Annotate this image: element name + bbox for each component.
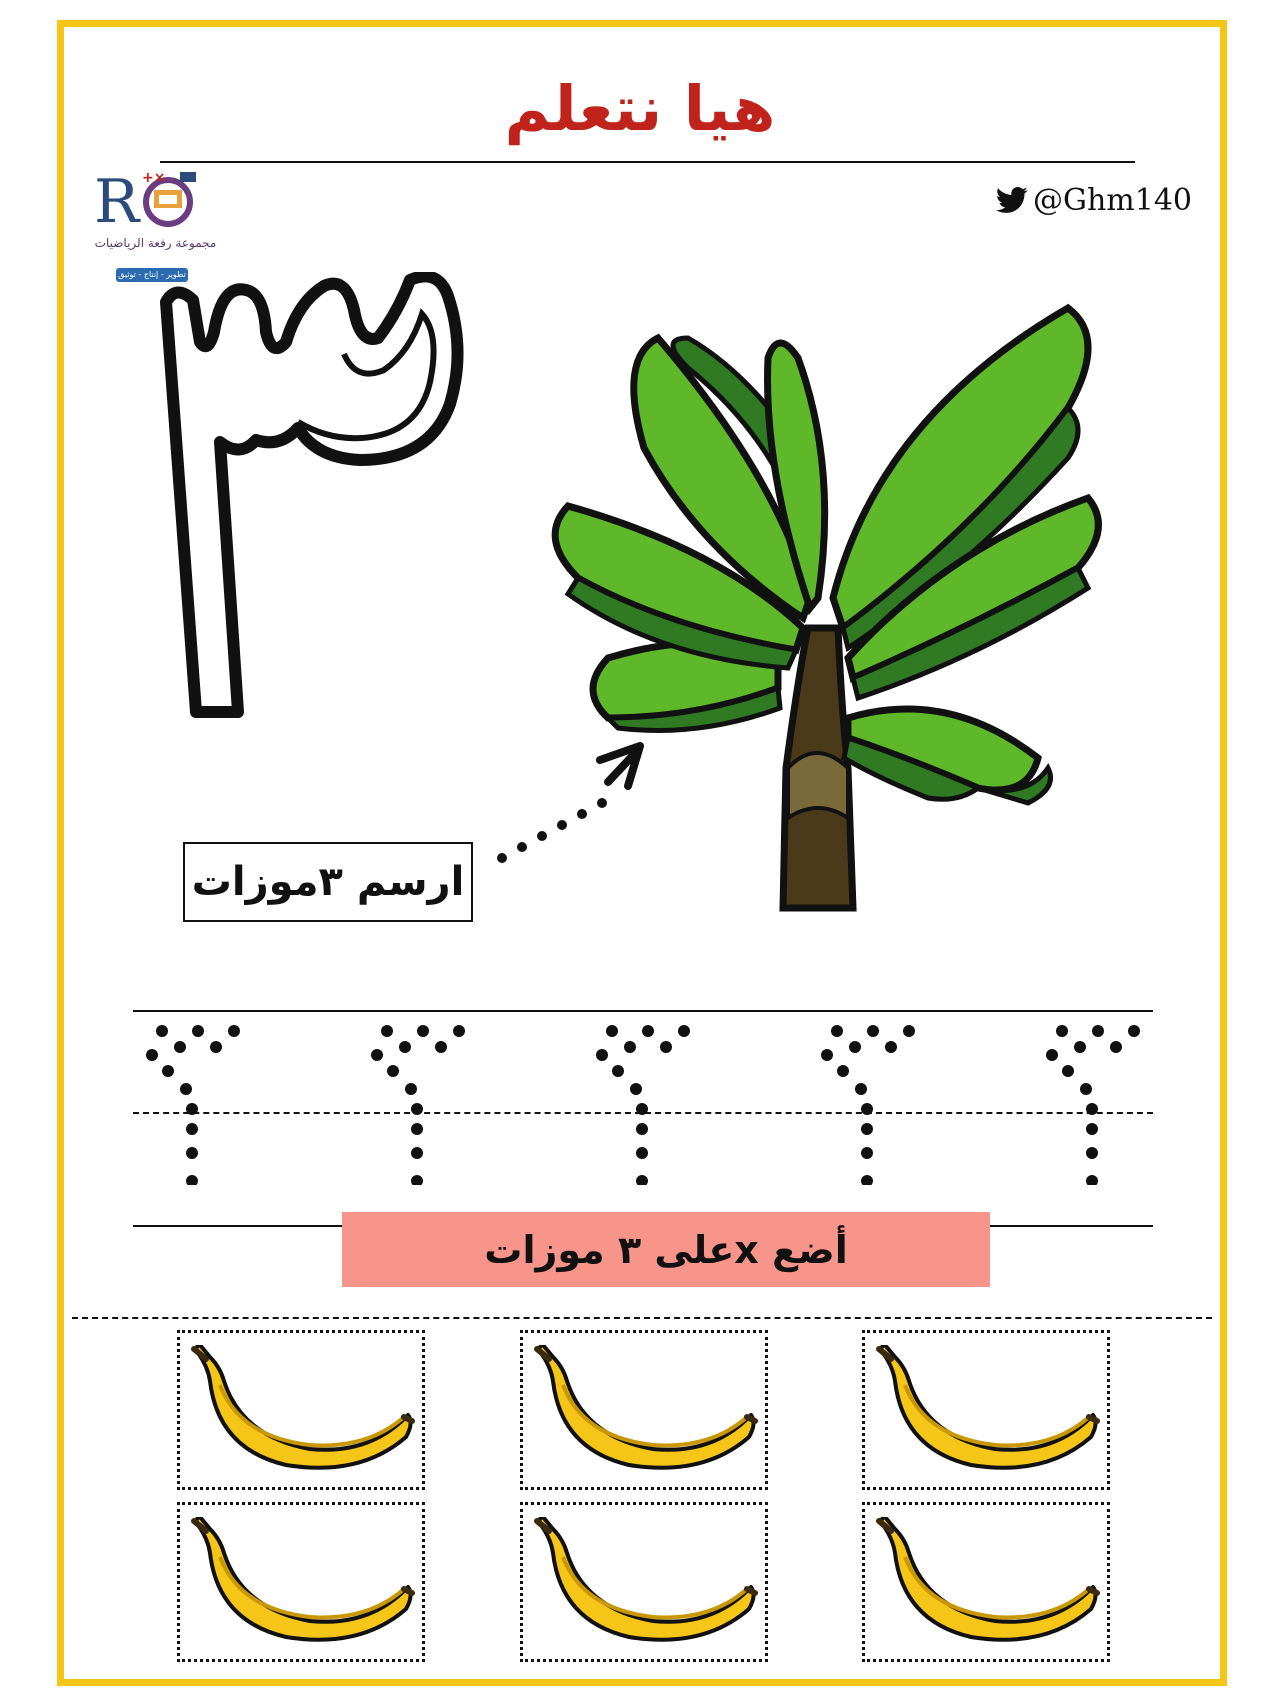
tracing-dot — [405, 1083, 417, 1095]
tracing-dot — [624, 1041, 636, 1053]
banana-icon — [190, 1517, 415, 1642]
tracing-dot — [861, 1147, 873, 1159]
tracing-dot — [831, 1025, 843, 1037]
tracing-dot — [210, 1041, 222, 1053]
cut-line — [72, 1317, 1212, 1319]
tracing-dot — [399, 1041, 411, 1053]
banana-icon — [533, 1345, 758, 1470]
handle-text: @Ghm140 — [1033, 183, 1192, 218]
tracing-dot — [1086, 1175, 1098, 1185]
tracing-dot — [642, 1025, 654, 1037]
tracing-dot — [180, 1083, 192, 1095]
tracing-dot — [630, 1083, 642, 1095]
tracing-digit-three[interactable] — [582, 1015, 732, 1185]
section-divider-right — [990, 1225, 1153, 1227]
tracing-dot — [1046, 1049, 1058, 1061]
tracing-dot — [606, 1025, 618, 1037]
tracing-dot — [192, 1025, 204, 1037]
banana-icon — [190, 1345, 415, 1470]
tracing-dot — [1056, 1025, 1068, 1037]
tracing-dot — [867, 1025, 879, 1037]
tracing-dot — [1086, 1103, 1098, 1115]
tracing-dot — [453, 1025, 465, 1037]
tracing-dot — [186, 1123, 198, 1135]
tracing-dot — [1080, 1083, 1092, 1095]
banana-card[interactable] — [862, 1330, 1110, 1490]
twitter-bird-icon — [995, 186, 1029, 216]
logo-letter: R — [94, 167, 140, 237]
tracing-dot — [162, 1065, 174, 1077]
tracing-dot — [636, 1103, 648, 1115]
tracing-dot — [411, 1147, 423, 1159]
tracing-dot — [186, 1147, 198, 1159]
tracing-dot — [411, 1103, 423, 1115]
tracing-dot — [156, 1025, 168, 1037]
svg-text:+×: +× — [142, 170, 166, 186]
tracing-dot — [1110, 1041, 1122, 1053]
banana-card[interactable] — [862, 1502, 1110, 1662]
tracing-dot — [885, 1041, 897, 1053]
tracing-dot — [849, 1041, 861, 1053]
banana-icon — [875, 1345, 1100, 1470]
banana-icon — [875, 1517, 1100, 1642]
page-title: هيا نتعلم — [504, 72, 776, 145]
tracing-dot — [146, 1049, 158, 1061]
logo-caption: مجموعة رفعة الرياضيات — [94, 236, 217, 250]
tracing-dot — [612, 1065, 624, 1077]
tracing-dot — [837, 1065, 849, 1077]
tracing-dot — [861, 1123, 873, 1135]
tracing-dot — [371, 1049, 383, 1061]
banana-card[interactable] — [520, 1330, 768, 1490]
tracing-dot — [186, 1103, 198, 1115]
tracing-digit-three[interactable] — [357, 1015, 507, 1185]
task-instruction-banner: أضع xعلى ٣ موزات — [342, 1212, 990, 1287]
tracing-dot — [1086, 1147, 1098, 1159]
logo-tagline: تطوير - إنتاج - توثيق — [116, 268, 188, 282]
section-divider-left — [133, 1225, 343, 1227]
tracing-dot — [411, 1123, 423, 1135]
title-divider — [160, 161, 1135, 163]
tracing-dot — [1092, 1025, 1104, 1037]
tracing-dot — [381, 1025, 393, 1037]
tracing-dot — [821, 1049, 833, 1061]
tracing-dot — [411, 1175, 423, 1185]
draw-instruction-box[interactable]: ارسم ٣موزات — [183, 842, 473, 922]
tracing-dot — [1086, 1123, 1098, 1135]
twitter-handle — [995, 183, 1192, 218]
tracing-dot — [417, 1025, 429, 1037]
tracing-dot — [186, 1175, 198, 1185]
tracing-dot — [228, 1025, 240, 1037]
tracing-dot — [387, 1065, 399, 1077]
tracing-digit-three[interactable] — [132, 1015, 282, 1185]
tracing-dot — [861, 1103, 873, 1115]
tracing-dot — [678, 1025, 690, 1037]
tracing-dot — [1128, 1025, 1140, 1037]
tracing-dot — [435, 1041, 447, 1053]
tracing-dot — [660, 1041, 672, 1053]
tracing-dot — [636, 1147, 648, 1159]
banana-card[interactable] — [177, 1330, 425, 1490]
tracing-dot — [861, 1175, 873, 1185]
tracing-dot — [855, 1083, 867, 1095]
tracing-dot — [636, 1175, 648, 1185]
tracing-top-line — [133, 1010, 1153, 1012]
tracing-dot — [903, 1025, 915, 1037]
tracing-digit-three[interactable] — [1032, 1015, 1182, 1185]
banana-icon — [533, 1517, 758, 1642]
dotted-arrow — [490, 730, 660, 870]
tracing-dot — [1062, 1065, 1074, 1077]
tracing-dot — [1074, 1041, 1086, 1053]
tracing-dot — [596, 1049, 608, 1061]
tracing-row[interactable] — [120, 1015, 1170, 1165]
banana-card[interactable] — [520, 1502, 768, 1662]
tracing-dot — [636, 1123, 648, 1135]
banana-card[interactable] — [177, 1502, 425, 1662]
tracing-dot — [174, 1041, 186, 1053]
outlined-digit-three — [148, 272, 508, 742]
tracing-digit-three[interactable] — [807, 1015, 957, 1185]
